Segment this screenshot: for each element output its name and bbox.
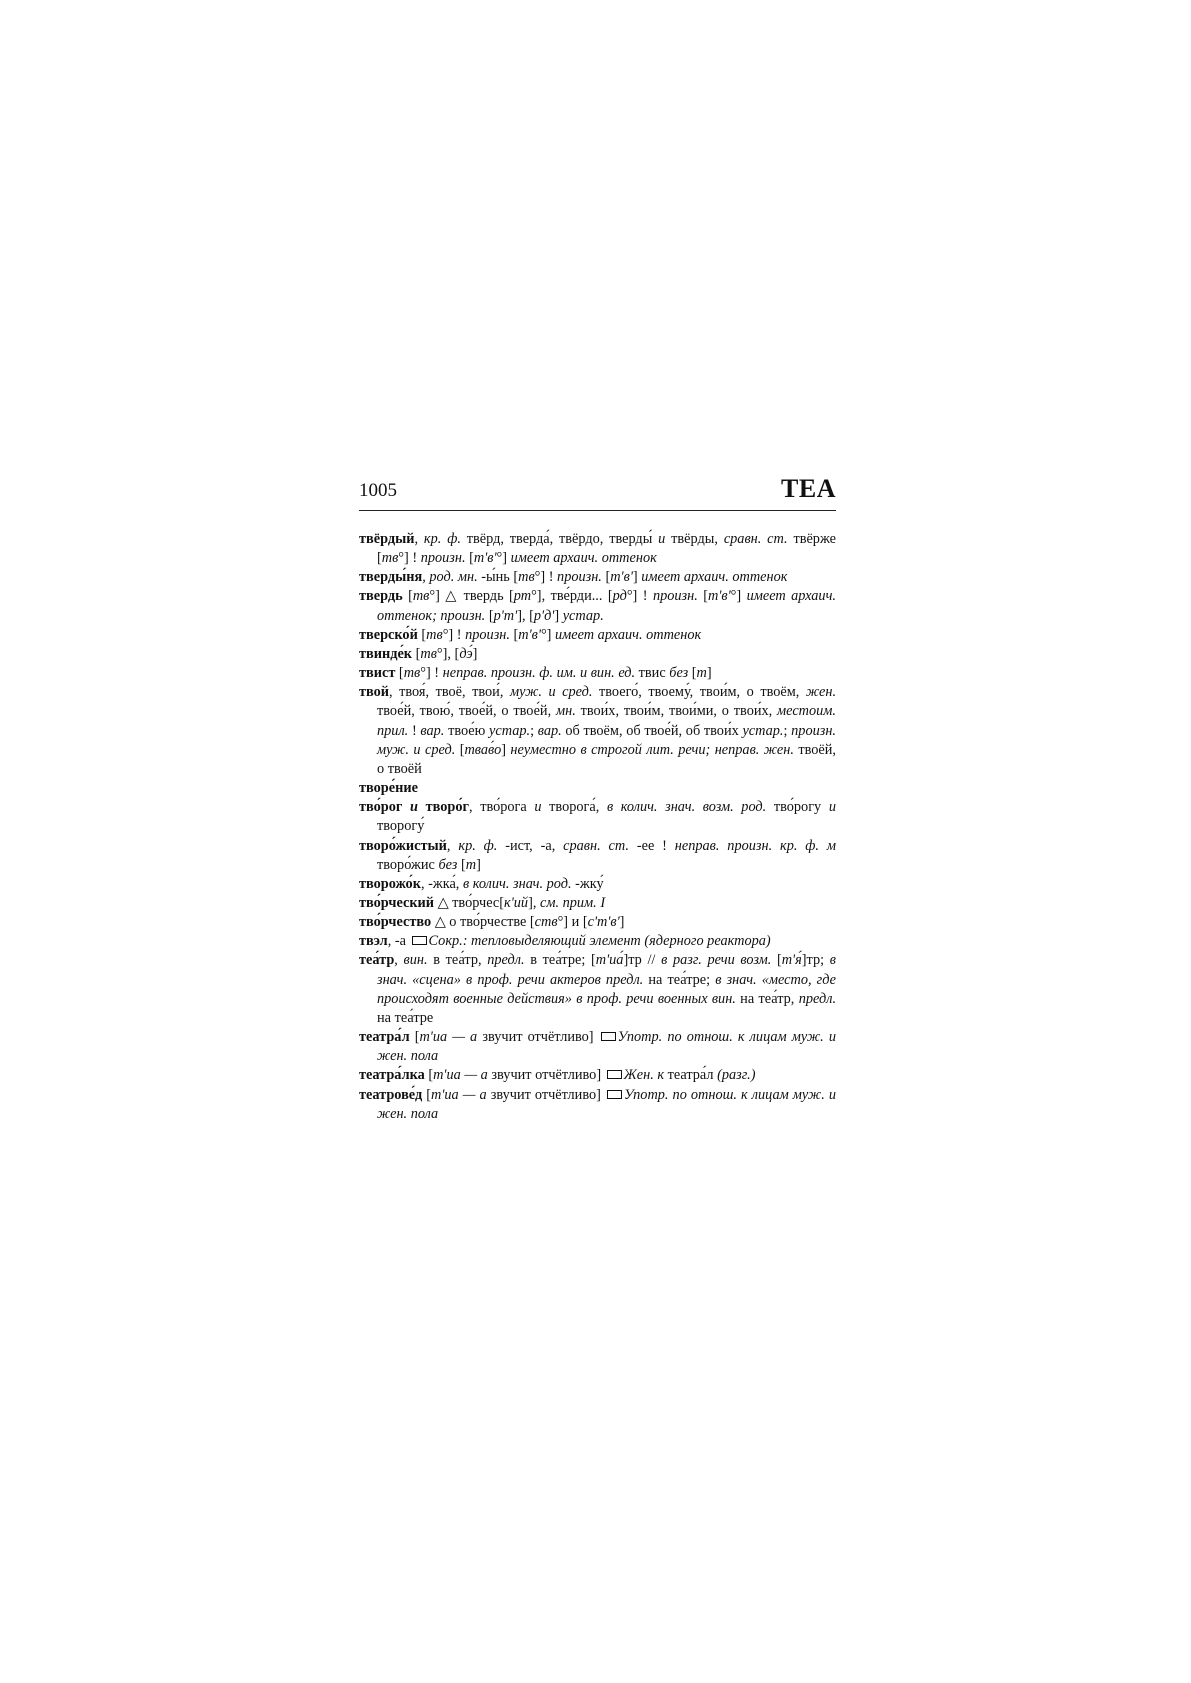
entry-headword: театра́лка — [359, 1067, 425, 1084]
entry-text: твоего́, твоему́, твои́м, о твоём, — [592, 684, 806, 701]
entry-text: [ — [457, 856, 466, 873]
entry-headword: твинде́к — [359, 645, 413, 662]
dictionary-entry — [359, 875, 836, 894]
entry-text: твёрды, — [665, 531, 724, 547]
dictionary-entry — [359, 1028, 836, 1066]
entry-note: т'в' — [518, 626, 541, 643]
entry-text: ] — [706, 665, 712, 682]
entry-note: кр. ф. — [458, 837, 498, 854]
entry-headword: тво́рчество — [359, 914, 432, 931]
dictionary-entry — [359, 894, 836, 913]
entry-text: ] — [472, 645, 478, 662]
entry-headword: театрове́д — [359, 1086, 423, 1103]
entry-text: △ тво́рчес[ — [434, 894, 505, 911]
dictionary-entry — [359, 932, 836, 951]
entry-text: [ — [424, 1067, 434, 1084]
entry-text: , — [422, 569, 430, 586]
entry-headword: твист — [359, 665, 396, 682]
box-symbol — [601, 1032, 616, 1041]
entry-text: [ — [417, 626, 427, 643]
entry-text: °] — [540, 626, 555, 643]
entry-text: [ — [697, 588, 708, 605]
entry-text: [ — [601, 569, 611, 586]
dictionary-entry — [359, 587, 836, 625]
entry-note: рт — [513, 588, 532, 605]
entry-text: , тво́рога — [469, 799, 535, 816]
entry-text: твое́ю — [444, 722, 490, 739]
dictionary-entry — [359, 837, 836, 875]
entry-headword: театра́л — [359, 1029, 410, 1046]
entry-headword: тверды́ня — [359, 569, 423, 586]
entry-note: мн. — [555, 703, 576, 720]
entry-text: -ее ! — [628, 837, 675, 854]
entry-note: рд — [612, 588, 627, 605]
entry-note: неправ. произн. ф. им. и вин. ед. — [442, 665, 636, 682]
entry-headword: тверско́й — [359, 626, 418, 643]
entry-text: на теа́тре — [377, 1009, 434, 1026]
entry-note: произн. — [557, 569, 602, 586]
entry-text: звучит отчётливо] — [477, 1029, 599, 1046]
entry-note: местоим. прил. — [377, 703, 836, 739]
entry-text: -жку́ — [571, 875, 604, 892]
entry-note: устар. — [489, 722, 531, 739]
entry-note: т'в' — [708, 588, 731, 605]
entry-text: , — [446, 837, 459, 854]
entry-note: твав́о — [464, 741, 502, 758]
entry-note: имеет архаич. оттенок — [641, 569, 788, 586]
entry-note: т — [696, 665, 707, 682]
entry-note: имеет архаич. оттенок — [510, 550, 657, 567]
dictionary-entry — [359, 913, 836, 932]
entry-note: Сокр.: тепловыделяющий элемент (ядерного реактора) — [428, 933, 771, 950]
entry-note: предл. — [798, 990, 837, 1007]
entry-note: тв — [412, 588, 430, 605]
entry-note: т'иа — а — [419, 1029, 478, 1046]
entry-text: , -жка́, — [420, 875, 463, 892]
entry-text: звучит отчётливо] — [487, 1067, 605, 1084]
entry-note: в знач. «сцена» в проф. речи актеров предл. — [377, 952, 836, 988]
entry-note: муж. и сред. — [509, 684, 593, 701]
entry-note: неуместно в строгой лит. речи; неправ. жен. — [510, 741, 794, 758]
dictionary-entry — [359, 798, 836, 836]
entry-note: тв — [420, 645, 437, 662]
entry-text: [ — [771, 952, 782, 969]
entry-text: в теа́тр, — [427, 952, 488, 969]
entry-text: °] ! — [420, 665, 443, 682]
page-header — [359, 476, 836, 511]
entry-text: [ — [422, 1086, 432, 1103]
dictionary-entry — [359, 664, 836, 683]
entry-note: р'т' — [493, 607, 518, 624]
entry-note: произн. — [465, 626, 510, 643]
entry-note: р'д' — [533, 607, 555, 624]
entry-headword: теа́тр — [359, 952, 395, 969]
entry-note: в знач. «место, где происходят военные действия» в проф. речи военных вин. — [377, 971, 836, 1007]
entry-text: ]тр; — [801, 952, 830, 969]
entry-text: театра́л — [664, 1067, 718, 1084]
entry-note: род. мн. — [429, 569, 478, 586]
entry-note: устар. — [742, 722, 784, 739]
entry-note: в разг. речи возм. — [661, 952, 772, 969]
entry-text: , -а — [387, 933, 410, 950]
dictionary-entries — [359, 530, 836, 1124]
entry-text: ; — [783, 722, 792, 739]
entry-note: и — [828, 799, 836, 816]
entry-headword: твердь — [359, 588, 403, 605]
entry-headword: твэл — [359, 933, 388, 950]
entry-note: предл. — [487, 952, 525, 969]
entry-text: творога́, — [541, 799, 607, 816]
entry-text: ], [ — [517, 607, 534, 624]
entry-text: -ист, -а, — [497, 837, 564, 854]
entry-note: в колич. знач. род. — [462, 875, 572, 892]
entry-note: тв — [426, 626, 443, 643]
entry-note: (разг.) — [717, 1067, 756, 1084]
entry-note: и — [402, 799, 426, 816]
entry-text: , твоя́, твоё, твои́, — [389, 684, 510, 701]
dictionary-entry — [359, 1066, 836, 1085]
entry-note: т'я́ — [781, 952, 802, 969]
entry-text: °] ! — [626, 588, 653, 605]
entry-text: [ — [455, 741, 465, 758]
entry-note: без — [669, 665, 689, 682]
entry-note: и — [658, 531, 666, 547]
section-heading: ТЕА — [781, 474, 836, 503]
entry-note: см. прим. I — [539, 894, 606, 911]
dictionary-entry — [359, 626, 836, 645]
entry-text: об твоём, об твое́й, об твои́х — [561, 722, 743, 739]
entry-text: в теа́тре; [ — [524, 952, 596, 969]
entry-text: твои́х, твои́м, твои́ми, о твои́х, — [575, 703, 778, 720]
entry-text: твое́й, твою́, твое́й, о твое́й, — [377, 703, 556, 720]
entry-text: ! — [408, 722, 421, 739]
entry-note: имеет архаич. оттенок; произн. — [377, 588, 836, 624]
entry-note: и — [534, 799, 542, 816]
entry-headword: твой — [359, 684, 390, 701]
entry-note: вин. — [403, 952, 428, 969]
entry-text: ]тр // — [623, 952, 662, 969]
entry-note: сравн. ст. — [563, 837, 629, 854]
entry-text: ] — [619, 914, 625, 931]
entry-text: °], [ — [436, 645, 460, 662]
dictionary-entry — [359, 568, 836, 587]
entry-note: т'иа — а — [431, 1086, 487, 1103]
entry-text: -ы́нь [ — [477, 569, 519, 586]
entry-note: тв — [403, 665, 421, 682]
entry-text: твёрже [ — [377, 531, 836, 567]
entry-note: т — [465, 856, 477, 873]
entry-note: тв — [381, 550, 399, 567]
dictionary-entry — [359, 779, 836, 798]
entry-note: ств — [534, 914, 558, 931]
entry-headword: твёрдый — [359, 531, 415, 547]
entry-note: неправ. произн. кр. ф. м — [674, 837, 836, 854]
entry-note: т'иа — а — [433, 1067, 488, 1084]
entry-text: [ — [412, 645, 421, 662]
entry-note: произн. — [652, 588, 698, 605]
entry-text: твёрд, тверда́, твёрдо, тверды́ — [460, 531, 659, 547]
entry-text: °] ! — [442, 626, 466, 643]
entry-note: без — [438, 856, 458, 873]
entry-text: [ — [485, 607, 494, 624]
entry-text: [ — [409, 1029, 420, 1046]
entry-text: твис — [635, 665, 670, 682]
page-number: 1005 — [359, 480, 397, 501]
entry-text: °] — [496, 550, 511, 567]
entry-text: ] — [554, 607, 563, 624]
entry-text: °] ! — [534, 569, 558, 586]
entry-text: на теа́тре; — [643, 971, 716, 988]
entry-text: , — [414, 531, 424, 547]
entry-text: творо́жис — [377, 856, 439, 873]
entry-text: °] △ твердь [ — [429, 588, 514, 605]
entry-headword: тво́рог — [359, 799, 403, 816]
entry-note: к'ий — [504, 894, 529, 911]
entry-note: произн. — [420, 550, 466, 567]
entry-text: △ о тво́рчестве [ — [431, 914, 535, 931]
entry-headword: творожо́к — [359, 875, 421, 892]
entry-text: ; — [530, 722, 538, 739]
entry-text: °] и [ — [557, 914, 588, 931]
entry-headword: творо́жистый — [359, 837, 447, 854]
entry-text: , — [394, 952, 404, 969]
entry-note: с'т'в' — [587, 914, 620, 931]
box-symbol — [607, 1090, 622, 1099]
entry-note: т'в' — [473, 550, 497, 567]
entry-note: вар. — [420, 722, 445, 739]
entry-note: в колич. знач. возм. род. — [606, 799, 767, 816]
entry-text: ] — [632, 569, 642, 586]
entry-note: жен. — [805, 684, 837, 701]
entry-note: вар. — [537, 722, 562, 739]
dictionary-entry — [359, 645, 836, 664]
entry-note: произн. муж. и сред. — [377, 722, 836, 758]
entry-text: [ — [402, 588, 413, 605]
dictionary-entry — [359, 951, 836, 1028]
entry-note: устар. — [562, 607, 604, 624]
entry-headword: творо́г — [425, 799, 469, 816]
entry-note: кр. ф. — [423, 531, 461, 547]
dictionary-entry — [359, 1086, 836, 1124]
entry-note: сравн. ст. — [723, 531, 788, 547]
entry-text: ] — [476, 856, 481, 873]
entry-note: т'в' — [610, 569, 633, 586]
entry-text: звучит отчётливо] — [486, 1086, 605, 1103]
dictionary-entry — [359, 530, 836, 568]
entry-note: имеет архаич. оттенок — [555, 626, 702, 643]
entry-text: ], — [528, 894, 540, 911]
entry-text: °] ! — [398, 550, 421, 567]
entry-headword: тво́рческий — [359, 894, 435, 911]
entry-text: [ — [688, 665, 697, 682]
dictionary-entry — [359, 683, 836, 779]
entry-note: Жен. к — [623, 1067, 665, 1084]
entry-text: °] — [730, 588, 747, 605]
entry-text: творогу́ — [377, 818, 425, 835]
entry-note: Употр. по отнош. к лицам муж. и жен. пола — [377, 1029, 836, 1065]
entry-text: [ — [509, 626, 519, 643]
entry-note: дэ́ — [459, 645, 473, 662]
entry-note: т'иа́ — [595, 952, 624, 969]
entry-text: [ — [395, 665, 404, 682]
entry-text: [ — [465, 550, 474, 567]
entry-headword: творе́ние — [359, 780, 418, 797]
entry-note: тв — [518, 569, 535, 586]
box-symbol — [412, 936, 427, 945]
entry-note: Употр. по отнош. к лицам муж. и жен. пола — [377, 1086, 836, 1122]
entry-text: на теа́тр, — [735, 990, 799, 1007]
entry-text: тво́рогу — [766, 799, 829, 816]
entry-text: ] — [501, 741, 511, 758]
box-symbol — [607, 1070, 622, 1079]
entry-text: °], тве́рди... [ — [531, 588, 613, 605]
entry-text: твоёй, о твоёй — [377, 741, 836, 777]
